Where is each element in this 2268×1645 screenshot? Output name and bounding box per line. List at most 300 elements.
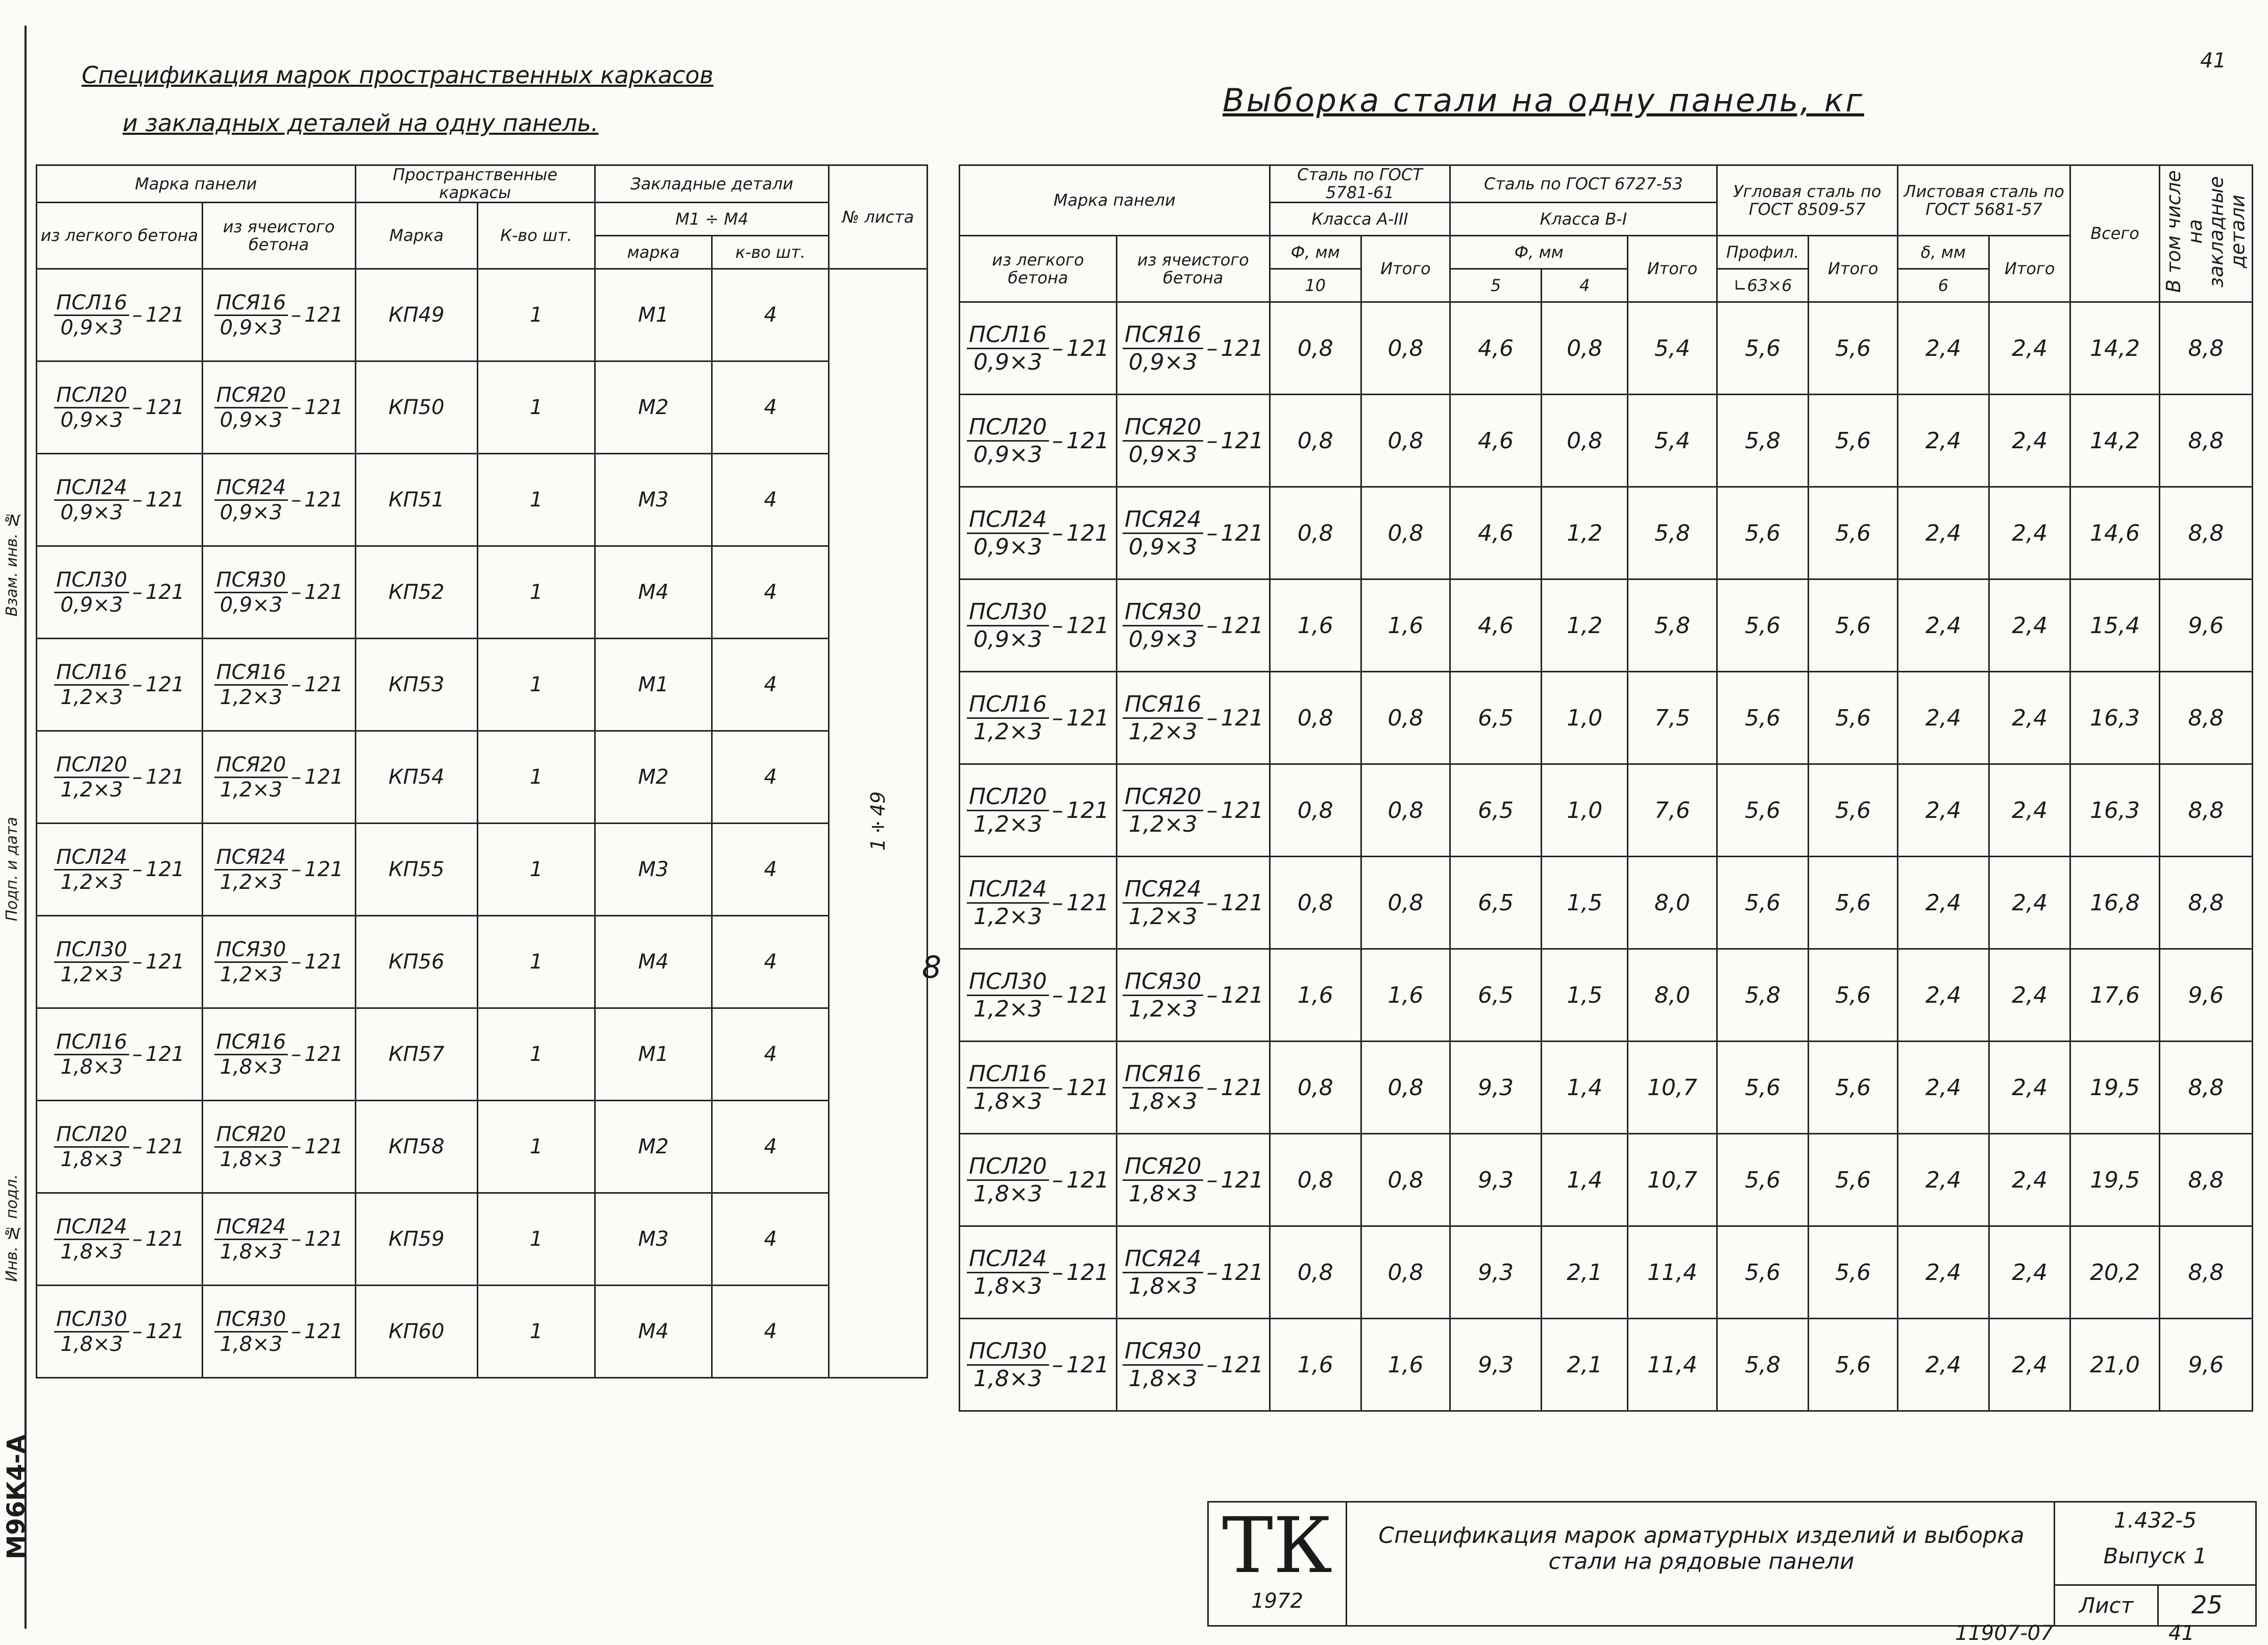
header-emb-qty: к-во шт. bbox=[712, 236, 829, 269]
light-suffix: 121 bbox=[145, 858, 185, 882]
light-bottom: 1,8×3 bbox=[60, 1332, 123, 1356]
light-dash: – bbox=[1052, 335, 1063, 361]
light-suffix: 121 bbox=[1066, 427, 1109, 454]
light-fraction bbox=[54, 383, 184, 432]
sheet-d6: 2,4 bbox=[1897, 1134, 1989, 1226]
cellular-top: ПСЯ20 bbox=[214, 1123, 288, 1148]
light-suffix: 121 bbox=[1066, 612, 1109, 639]
cellular-cell bbox=[1116, 672, 1270, 764]
rheader-grand-total: Всего bbox=[2070, 165, 2159, 302]
light-top: ПСЛ30 bbox=[54, 938, 129, 963]
a3-total: 1,6 bbox=[1361, 1319, 1450, 1411]
light-bottom: 1,8×3 bbox=[973, 1088, 1042, 1115]
header-frame-mark: Марка bbox=[355, 203, 478, 269]
light-dash: – bbox=[132, 303, 143, 327]
embedded-total: 9,6 bbox=[2159, 579, 2252, 672]
table-row bbox=[960, 395, 2253, 487]
b1-total: 7,6 bbox=[1628, 764, 1717, 857]
light-fraction-stack bbox=[967, 784, 1049, 837]
angle-value: 5,8 bbox=[1717, 1319, 1809, 1411]
b1-total: 5,8 bbox=[1628, 487, 1717, 579]
light-bottom: 1,2×3 bbox=[60, 685, 123, 709]
side-stamp-2: Подп. и дата bbox=[3, 817, 21, 922]
cellular-fraction-stack bbox=[1123, 784, 1203, 837]
light-fraction-stack bbox=[967, 1338, 1049, 1392]
grand-total: 14,2 bbox=[2070, 395, 2159, 487]
title-block bbox=[1207, 1501, 2257, 1627]
right-title: Выборка стали на одну панель, кг bbox=[1223, 82, 1864, 119]
sheet-range: 1÷49 bbox=[867, 791, 890, 851]
light-dash: – bbox=[132, 1043, 143, 1067]
a3-total: 0,8 bbox=[1361, 1042, 1450, 1134]
cellular-dash: – bbox=[1206, 889, 1218, 916]
light-fraction-stack bbox=[967, 322, 1049, 375]
light-bottom: 1,8×3 bbox=[60, 1240, 123, 1264]
light-suffix: 121 bbox=[145, 396, 185, 420]
light-bottom: 1,2×3 bbox=[973, 811, 1042, 837]
sheet-total: 2,4 bbox=[1989, 857, 2070, 949]
light-fraction-stack bbox=[54, 845, 129, 894]
rheader-phi-mm2: Ф, мм bbox=[1450, 236, 1628, 269]
rheader-class-a3: Класса А-III bbox=[1270, 203, 1450, 236]
footer-number: 41 bbox=[2168, 1622, 2194, 1645]
cellular-bottom: 0,9×3 bbox=[220, 408, 283, 432]
cellular-dash: – bbox=[1206, 612, 1218, 639]
cellular-dash: – bbox=[291, 303, 302, 327]
a3-d10: 0,8 bbox=[1270, 672, 1361, 764]
cellular-bottom: 1,2×3 bbox=[1128, 811, 1198, 837]
cellular-fraction bbox=[1123, 969, 1263, 1022]
light-cell bbox=[37, 361, 203, 454]
sheet-total: 2,4 bbox=[1989, 672, 2070, 764]
a3-total: 1,6 bbox=[1361, 949, 1450, 1042]
sheet-value: 25 bbox=[2157, 1586, 2255, 1625]
light-bottom: 1,2×3 bbox=[973, 903, 1042, 930]
cellular-top: ПСЯ30 bbox=[214, 568, 288, 593]
rheader-steel-6727: Сталь по ГОСТ 6727-53 bbox=[1450, 165, 1717, 203]
sheet-total: 2,4 bbox=[1989, 1226, 2070, 1319]
b1-d5: 4,6 bbox=[1450, 579, 1542, 672]
table-row bbox=[960, 579, 2253, 672]
light-top: ПСЛ20 bbox=[54, 383, 129, 408]
b1-d4: 1,5 bbox=[1542, 949, 1628, 1042]
cellular-top: ПСЯ16 bbox=[1123, 691, 1203, 719]
cellular-fraction-stack bbox=[214, 1123, 288, 1171]
header-embedded: Закладные детали bbox=[595, 165, 829, 203]
table-row bbox=[37, 454, 928, 546]
cellular-fraction bbox=[214, 1030, 344, 1079]
grand-total: 15,4 bbox=[2070, 579, 2159, 672]
cellular-top: ПСЯ24 bbox=[214, 845, 288, 870]
left-title bbox=[82, 51, 924, 147]
sheet-total: 2,4 bbox=[1989, 1319, 2070, 1411]
frame-qty: 1 bbox=[478, 269, 595, 361]
b1-d5: 9,3 bbox=[1450, 1226, 1542, 1319]
b1-d5: 6,5 bbox=[1450, 857, 1542, 949]
cellular-bottom: 0,9×3 bbox=[1128, 441, 1198, 468]
light-suffix: 121 bbox=[1066, 1074, 1109, 1101]
cellular-top: ПСЯ30 bbox=[214, 1308, 288, 1333]
cellular-top: ПСЯ20 bbox=[214, 753, 288, 778]
cellular-dash: – bbox=[291, 1320, 302, 1344]
light-fraction-stack bbox=[54, 1215, 129, 1264]
light-top: ПСЛ16 bbox=[967, 1061, 1049, 1088]
rheader-panel-mark: Марка панели bbox=[960, 165, 1270, 236]
light-bottom: 1,8×3 bbox=[973, 1365, 1042, 1392]
light-top: ПСЛ20 bbox=[967, 784, 1049, 811]
a3-total: 0,8 bbox=[1361, 302, 1450, 395]
rheader-total: Итого bbox=[1361, 236, 1450, 302]
light-dash: – bbox=[132, 673, 143, 697]
embedded-total: 8,8 bbox=[2159, 395, 2252, 487]
angle-total: 5,6 bbox=[1809, 487, 1897, 579]
light-fraction bbox=[967, 691, 1109, 745]
angle-value: 5,6 bbox=[1717, 1226, 1809, 1319]
cellular-fraction-stack bbox=[1123, 1061, 1203, 1115]
cellular-top: ПСЯ24 bbox=[1123, 876, 1203, 904]
cellular-cell bbox=[202, 361, 355, 454]
light-cell bbox=[37, 546, 203, 639]
cellular-bottom: 0,9×3 bbox=[1128, 349, 1198, 375]
frame-qty: 1 bbox=[478, 639, 595, 731]
embedded-qty: 4 bbox=[712, 1101, 829, 1193]
light-dash: – bbox=[132, 1135, 143, 1159]
b1-total: 5,4 bbox=[1628, 302, 1717, 395]
light-suffix: 121 bbox=[1066, 982, 1109, 1008]
b1-total: 8,0 bbox=[1628, 949, 1717, 1042]
embedded-total: 8,8 bbox=[2159, 487, 2252, 579]
cellular-fraction-stack bbox=[214, 476, 288, 524]
a3-total: 0,8 bbox=[1361, 1226, 1450, 1319]
light-suffix: 121 bbox=[1066, 1259, 1109, 1286]
cellular-fraction-stack bbox=[214, 383, 288, 432]
logo-tk: ТК bbox=[1222, 1502, 1333, 1590]
grand-total: 16,8 bbox=[2070, 857, 2159, 949]
cellular-suffix: 121 bbox=[304, 1043, 344, 1067]
table-row bbox=[37, 824, 928, 916]
cellular-suffix: 121 bbox=[304, 858, 344, 882]
cellular-bottom: 1,2×3 bbox=[1128, 718, 1198, 745]
cellular-bottom: 1,2×3 bbox=[220, 778, 283, 802]
light-dash: – bbox=[1052, 982, 1063, 1008]
light-top: ПСЛ30 bbox=[54, 1308, 129, 1333]
series-code: 1.432-5 bbox=[2113, 1508, 2197, 1533]
cellular-fraction-stack bbox=[214, 568, 288, 617]
light-bottom: 1,2×3 bbox=[973, 996, 1042, 1022]
cellular-top: ПСЯ30 bbox=[214, 938, 288, 963]
light-dash: – bbox=[1052, 1351, 1063, 1378]
rheader-sheet-steel: Листовая сталь по ГОСТ 5681-57 bbox=[1897, 165, 2070, 236]
light-cell bbox=[960, 1134, 1117, 1226]
sheet-mark: 8 bbox=[922, 950, 942, 985]
rheader-class-b1: Класса В-I bbox=[1450, 203, 1717, 236]
cellular-dash: – bbox=[291, 580, 302, 604]
light-cell bbox=[960, 1319, 1117, 1411]
light-fraction bbox=[967, 599, 1109, 652]
sheet-d6: 2,4 bbox=[1897, 1319, 1989, 1411]
b1-d5: 9,3 bbox=[1450, 1042, 1542, 1134]
side-stamp-3: Взам. инв. № bbox=[3, 511, 21, 617]
angle-total: 5,6 bbox=[1809, 1042, 1897, 1134]
cellular-top: ПСЯ24 bbox=[1123, 506, 1203, 534]
light-fraction-stack bbox=[54, 476, 129, 524]
sheet-d6: 2,4 bbox=[1897, 579, 1989, 672]
a3-d10: 0,8 bbox=[1270, 487, 1361, 579]
light-fraction bbox=[967, 322, 1109, 375]
frame-mark: КП58 bbox=[355, 1101, 478, 1193]
light-dash: – bbox=[1052, 889, 1063, 916]
rheader-d4: 4 bbox=[1542, 269, 1628, 302]
frame-qty: 1 bbox=[478, 1193, 595, 1286]
b1-d5: 6,5 bbox=[1450, 764, 1542, 857]
rheader-incl-embedded bbox=[2159, 165, 2252, 302]
specification-table bbox=[36, 164, 928, 1378]
cellular-bottom: 0,9×3 bbox=[220, 316, 283, 340]
cellular-suffix: 121 bbox=[1221, 1074, 1264, 1101]
cellular-fraction bbox=[1123, 1246, 1263, 1299]
cellular-fraction bbox=[1123, 506, 1263, 560]
cellular-bottom: 0,9×3 bbox=[220, 500, 283, 524]
sheet-d6: 2,4 bbox=[1897, 487, 1989, 579]
angle-value: 5,6 bbox=[1717, 579, 1809, 672]
a3-total: 0,8 bbox=[1361, 672, 1450, 764]
a3-total: 0,8 bbox=[1361, 1134, 1450, 1226]
cellular-top: ПСЯ20 bbox=[1123, 414, 1203, 442]
cellular-top: ПСЯ24 bbox=[214, 476, 288, 501]
light-suffix: 121 bbox=[1066, 520, 1109, 546]
angle-total: 5,6 bbox=[1809, 672, 1897, 764]
light-dash: – bbox=[1052, 1259, 1063, 1286]
cellular-dash: – bbox=[1206, 1351, 1218, 1378]
a3-d10: 0,8 bbox=[1270, 1134, 1361, 1226]
cellular-cell bbox=[202, 731, 355, 824]
a3-d10: 0,8 bbox=[1270, 764, 1361, 857]
embedded-qty: 4 bbox=[712, 546, 829, 639]
light-bottom: 1,8×3 bbox=[973, 1180, 1042, 1207]
light-cell bbox=[960, 672, 1117, 764]
light-fraction bbox=[967, 1246, 1109, 1299]
cellular-fraction-stack bbox=[1123, 322, 1203, 375]
rheader-total3: Итого bbox=[1809, 236, 1897, 302]
table-row bbox=[37, 731, 928, 824]
series-issue: Выпуск 1 bbox=[2103, 1543, 2207, 1568]
rheader-total4: Итого bbox=[1989, 236, 2070, 302]
cellular-dash: – bbox=[1206, 1259, 1218, 1286]
light-fraction bbox=[967, 784, 1109, 837]
light-dash: – bbox=[132, 396, 143, 420]
light-bottom: 0,9×3 bbox=[973, 349, 1042, 375]
cellular-fraction bbox=[214, 753, 344, 802]
embedded-mark: М3 bbox=[595, 824, 712, 916]
b1-total: 7,5 bbox=[1628, 672, 1717, 764]
table-row bbox=[37, 916, 928, 1008]
sheet-total: 2,4 bbox=[1989, 579, 2070, 672]
header-cellular-concrete: из ячеистого бетона bbox=[202, 203, 355, 269]
frame-qty: 1 bbox=[478, 824, 595, 916]
cellular-fraction-stack bbox=[1123, 1338, 1203, 1392]
rheader-angle: Угловая сталь по ГОСТ 8509-57 bbox=[1717, 165, 1897, 236]
angle-total: 5,6 bbox=[1809, 302, 1897, 395]
angle-total: 5,6 bbox=[1809, 1134, 1897, 1226]
table-row bbox=[37, 269, 928, 361]
frame-mark: КП51 bbox=[355, 454, 478, 546]
light-fraction-stack bbox=[967, 1061, 1049, 1115]
light-dash: – bbox=[1052, 612, 1063, 639]
rheader-steel-5781: Сталь по ГОСТ 5781-61 bbox=[1270, 165, 1450, 203]
light-bottom: 0,9×3 bbox=[60, 408, 123, 432]
b1-d5: 6,5 bbox=[1450, 672, 1542, 764]
angle-total: 5,6 bbox=[1809, 857, 1897, 949]
cellular-fraction-stack bbox=[214, 753, 288, 802]
cellular-fraction-stack bbox=[1123, 599, 1203, 652]
b1-d4: 1,0 bbox=[1542, 672, 1628, 764]
angle-value: 5,6 bbox=[1717, 487, 1809, 579]
cellular-suffix: 121 bbox=[304, 673, 344, 697]
table-row bbox=[37, 1008, 928, 1101]
left-title-line2: и закладных деталей на одну панель. bbox=[123, 109, 599, 137]
sheet-d6: 2,4 bbox=[1897, 949, 1989, 1042]
rheader-total2: Итого bbox=[1628, 236, 1717, 302]
light-fraction-stack bbox=[967, 969, 1049, 1022]
embedded-mark: М2 bbox=[595, 361, 712, 454]
cellular-cell bbox=[1116, 302, 1270, 395]
embedded-qty: 4 bbox=[712, 1193, 829, 1286]
table-row bbox=[960, 857, 2253, 949]
cellular-dash: – bbox=[291, 396, 302, 420]
frame-mark: КП50 bbox=[355, 361, 478, 454]
rheader-d5: 5 bbox=[1450, 269, 1542, 302]
cellular-top: ПСЯ16 bbox=[214, 1030, 288, 1055]
cellular-fraction-stack bbox=[1123, 876, 1203, 930]
light-cell bbox=[37, 454, 203, 546]
table-row bbox=[960, 949, 2253, 1042]
rheader-d6: 6 bbox=[1897, 269, 1989, 302]
b1-total: 8,0 bbox=[1628, 857, 1717, 949]
table-row bbox=[960, 1134, 2253, 1226]
frame-qty: 1 bbox=[478, 361, 595, 454]
frame-qty: 1 bbox=[478, 731, 595, 824]
angle-total: 5,6 bbox=[1809, 1226, 1897, 1319]
header-embedded-range: М1 ÷ М4 bbox=[595, 203, 829, 236]
cellular-bottom: 1,2×3 bbox=[1128, 996, 1198, 1022]
table-row bbox=[37, 1193, 928, 1286]
sheet-d6: 2,4 bbox=[1897, 302, 1989, 395]
cellular-bottom: 1,8×3 bbox=[220, 1147, 283, 1171]
light-fraction-stack bbox=[54, 291, 129, 340]
light-suffix: 121 bbox=[1066, 797, 1109, 824]
cellular-bottom: 1,8×3 bbox=[1128, 1088, 1198, 1115]
cellular-bottom: 1,8×3 bbox=[1128, 1273, 1198, 1299]
cellular-cell bbox=[1116, 1226, 1270, 1319]
cellular-cell bbox=[202, 916, 355, 1008]
cellular-fraction bbox=[214, 1215, 344, 1264]
embedded-total: 8,8 bbox=[2159, 302, 2252, 395]
embedded-total: 9,6 bbox=[2159, 949, 2252, 1042]
frame-qty: 1 bbox=[478, 454, 595, 546]
light-top: ПСЛ24 bbox=[967, 1246, 1049, 1273]
light-cell bbox=[960, 302, 1117, 395]
light-top: ПСЛ20 bbox=[967, 1153, 1049, 1181]
cellular-dash: – bbox=[291, 858, 302, 882]
cellular-cell bbox=[1116, 1134, 1270, 1226]
cellular-top: ПСЯ20 bbox=[214, 383, 288, 408]
b1-d4: 2,1 bbox=[1542, 1226, 1628, 1319]
light-fraction-stack bbox=[967, 691, 1049, 745]
cellular-cell bbox=[202, 1101, 355, 1193]
light-fraction bbox=[54, 291, 184, 340]
embedded-total: 8,8 bbox=[2159, 857, 2252, 949]
angle-total: 5,6 bbox=[1809, 949, 1897, 1042]
cellular-fraction bbox=[1123, 1338, 1263, 1392]
sheet-d6: 2,4 bbox=[1897, 1042, 1989, 1134]
frame-mark: КП55 bbox=[355, 824, 478, 916]
light-cell bbox=[37, 916, 203, 1008]
embedded-mark: М4 bbox=[595, 916, 712, 1008]
angle-total: 5,6 bbox=[1809, 395, 1897, 487]
light-bottom: 1,2×3 bbox=[973, 718, 1042, 745]
rheader-phi-mm: Ф, мм bbox=[1270, 236, 1361, 269]
light-bottom: 0,9×3 bbox=[973, 534, 1042, 560]
light-top: ПСЛ16 bbox=[54, 661, 129, 686]
cellular-fraction bbox=[214, 1308, 344, 1356]
title-block-logo bbox=[1209, 1503, 1347, 1625]
side-stamp-1: Инв. № подл. bbox=[3, 1174, 21, 1282]
cellular-fraction-stack bbox=[1123, 969, 1203, 1022]
cellular-cell bbox=[1116, 1319, 1270, 1411]
frame-border bbox=[25, 26, 27, 1629]
embedded-mark: М2 bbox=[595, 1101, 712, 1193]
light-dash: – bbox=[132, 580, 143, 604]
light-suffix: 121 bbox=[145, 765, 185, 789]
grand-total: 17,6 bbox=[2070, 949, 2159, 1042]
light-top: ПСЛ30 bbox=[967, 1338, 1049, 1366]
embedded-qty: 4 bbox=[712, 824, 829, 916]
cellular-fraction-stack bbox=[214, 1308, 288, 1356]
header-sheet-no: № листа bbox=[829, 165, 928, 269]
embedded-mark: М1 bbox=[595, 1008, 712, 1101]
light-bottom: 1,2×3 bbox=[60, 962, 123, 986]
b1-d5: 6,5 bbox=[1450, 949, 1542, 1042]
b1-total: 5,8 bbox=[1628, 579, 1717, 672]
cellular-fraction bbox=[1123, 414, 1263, 468]
table-row bbox=[960, 1042, 2253, 1134]
light-bottom: 0,9×3 bbox=[60, 316, 123, 340]
b1-d4: 1,0 bbox=[1542, 764, 1628, 857]
sheet-d6: 2,4 bbox=[1897, 1226, 1989, 1319]
frame-mark: КП56 bbox=[355, 916, 478, 1008]
light-dash: – bbox=[132, 488, 143, 512]
cellular-bottom: 1,2×3 bbox=[220, 962, 283, 986]
cellular-cell bbox=[1116, 764, 1270, 857]
light-cell bbox=[960, 949, 1117, 1042]
embedded-total: 9,6 bbox=[2159, 1319, 2252, 1411]
title-block-title: Спецификация марок арматурных изделий и выборка стали на рядовые панели bbox=[1378, 1522, 2025, 1575]
light-suffix: 121 bbox=[1066, 335, 1109, 361]
light-dash: – bbox=[1052, 520, 1063, 546]
cellular-fraction bbox=[1123, 1153, 1263, 1207]
cellular-top: ПСЯ24 bbox=[214, 1215, 288, 1240]
page-number: 41 bbox=[2200, 49, 2226, 72]
embedded-mark: М3 bbox=[595, 1193, 712, 1286]
light-cell bbox=[37, 269, 203, 361]
table-row bbox=[960, 487, 2253, 579]
sheet-total: 2,4 bbox=[1989, 487, 2070, 579]
light-fraction-stack bbox=[967, 876, 1049, 930]
sheet-range-cell bbox=[829, 269, 928, 1378]
angle-total: 5,6 bbox=[1809, 764, 1897, 857]
cellular-dash: – bbox=[1206, 982, 1218, 1008]
light-top: ПСЛ20 bbox=[967, 414, 1049, 442]
